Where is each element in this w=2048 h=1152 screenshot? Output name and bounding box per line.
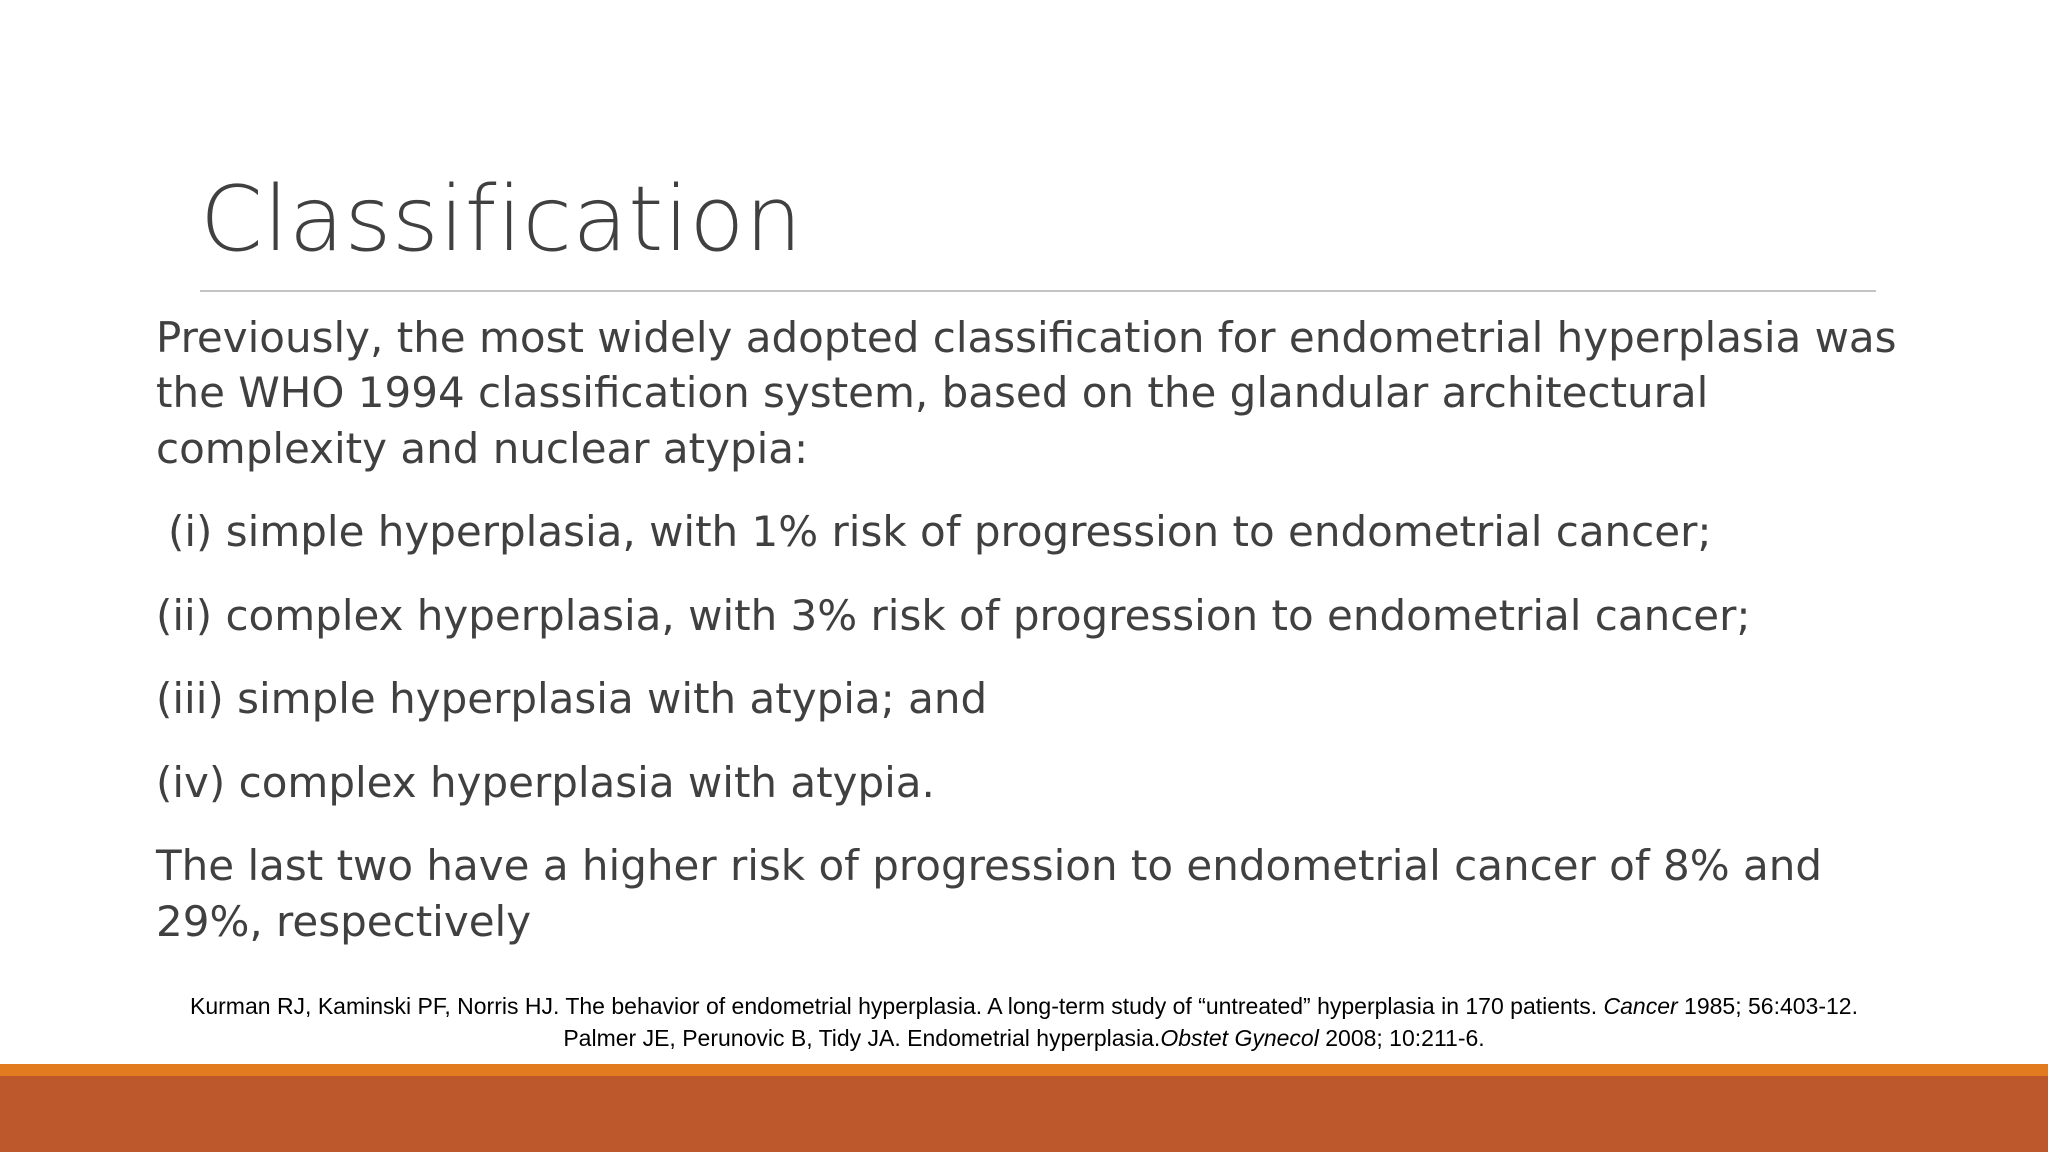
reference-1-details: 1985; 56:403-12. bbox=[1677, 993, 1858, 1019]
footer-band bbox=[0, 1076, 2048, 1152]
body-paragraph-item-iii: (iii) simple hyperplasia with atypia; and bbox=[156, 674, 988, 724]
footer-stripe bbox=[0, 1064, 2048, 1076]
title-divider bbox=[200, 290, 1876, 292]
body-paragraph-intro: Previously, the most widely adopted classification for endometrial hyperplasia was the WHO 1994 classification system, based on the glandular architectural complexity and nuclear atypia: bbox=[156, 313, 1897, 473]
body-paragraph-conclusion: The last two have a higher risk of progression to endometrial cancer of 8% and 29%, respectively bbox=[156, 841, 1822, 946]
slide-title: Classification bbox=[200, 167, 803, 272]
reference-2-details: 2008; 10:211-6. bbox=[1318, 1025, 1485, 1052]
reference-1-text: Kurman RJ, Kaminski PF, Norris HJ. The behavior of endometrial hyperplasia. A long-term study of “untreated” hyperplasia in 170 patients. bbox=[190, 993, 1604, 1019]
reference-1-journal: Cancer bbox=[1603, 993, 1678, 1019]
reference-2-journal: Obstet Gynecol bbox=[1160, 1025, 1319, 1052]
reference-2-text: Palmer JE, Perunovic B, Tidy JA. Endometrial hyperplasia. bbox=[563, 1025, 1161, 1052]
body-paragraph-item-ii: (ii) complex hyperplasia, with 3% risk of progression to endometrial cancer; bbox=[156, 590, 1751, 640]
reference-1 bbox=[0, 990, 2048, 1022]
body-paragraph-item-iv: (iv) complex hyperplasia with atypia. bbox=[156, 757, 935, 807]
references bbox=[0, 990, 2048, 1054]
reference-2 bbox=[0, 1022, 2048, 1054]
slide-body bbox=[156, 310, 1916, 977]
body-paragraph-item-i: (i) simple hyperplasia, with 1% risk of progression to endometrial cancer; bbox=[168, 507, 1712, 557]
